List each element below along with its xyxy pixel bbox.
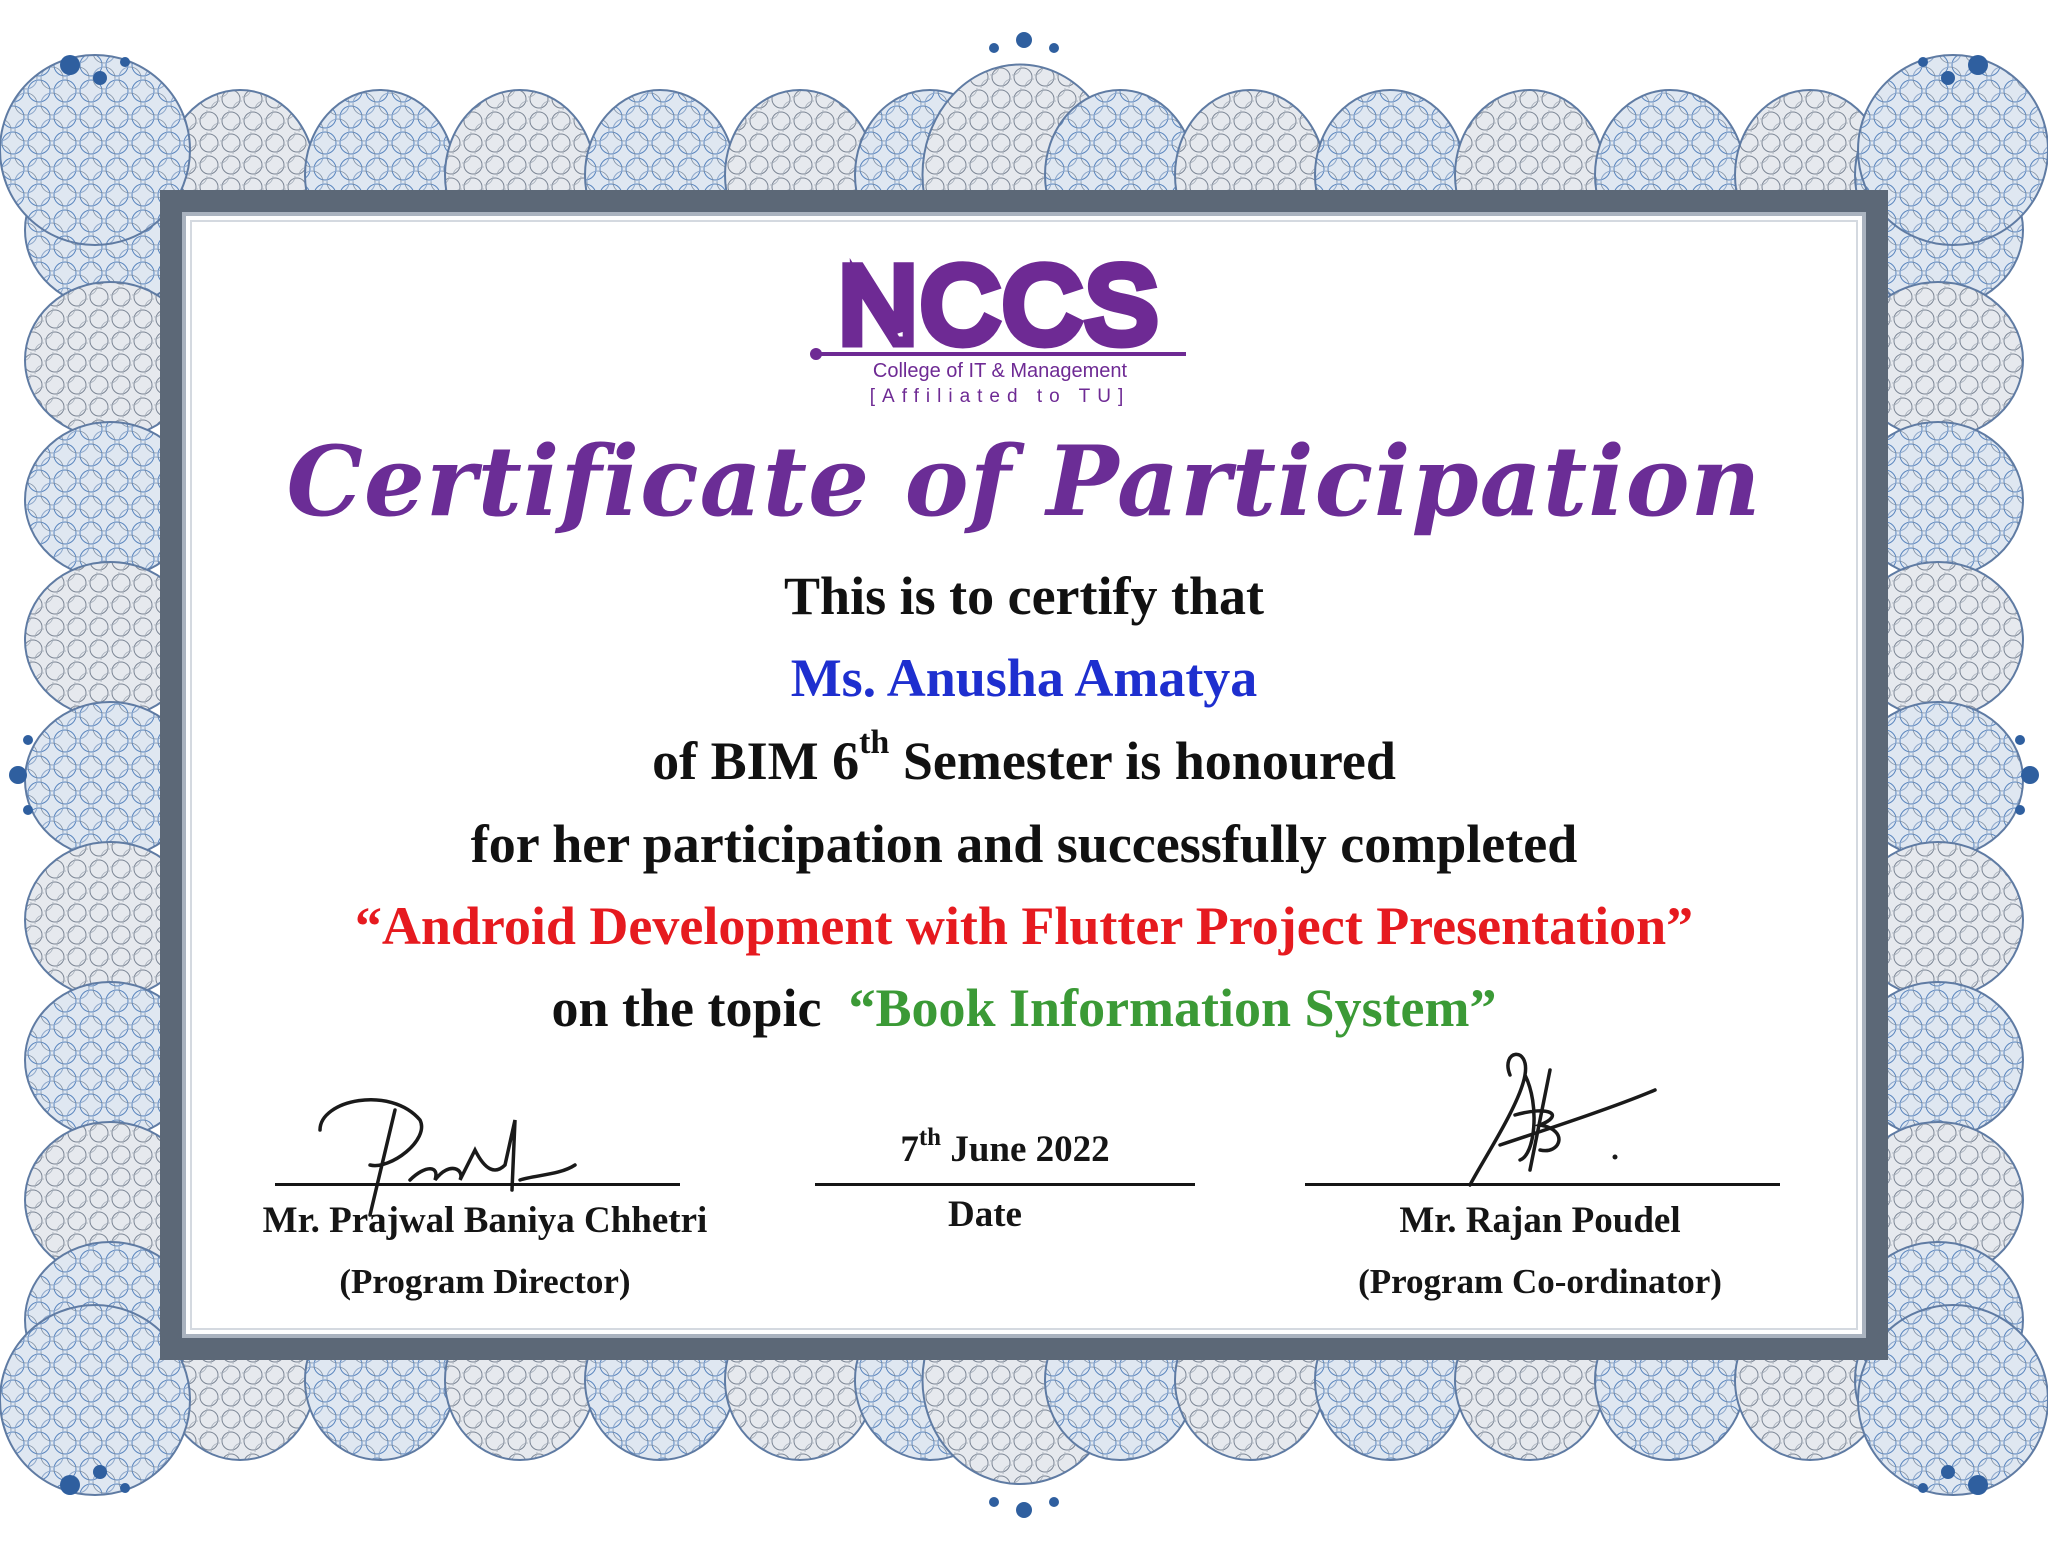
ornament-dot: [1941, 71, 1955, 85]
signatory-right-name: Mr. Rajan Poudel: [1399, 1200, 1681, 1241]
semester-honoured: Semester is honoured: [889, 731, 1396, 791]
ornament-dot: [1918, 1483, 1928, 1493]
ornament-dot: [989, 1497, 999, 1507]
recipient-name: Ms. Anusha Amatya: [790, 648, 1258, 708]
date-value: [815, 1124, 1195, 1171]
ornament-dot: [120, 1483, 130, 1493]
ornament-dot: [1968, 1475, 1988, 1495]
logo-wordmark: NCCS: [838, 250, 1162, 360]
ornament-dot: [93, 71, 107, 85]
certificate-title: Certificate of Participation: [286, 425, 1762, 538]
ornament-dot: [93, 1465, 107, 1479]
certify-line: This is to certify that: [784, 566, 1264, 626]
date-ordinal: th: [918, 1124, 942, 1151]
logo-affiliation: [Affiliated to TU]: [869, 386, 1131, 407]
ornament-dot: [989, 43, 999, 53]
date-label: Date: [948, 1194, 1022, 1235]
signature-right: [1440, 1045, 1680, 1195]
ornament-dot: [60, 1475, 80, 1495]
nccs-logo: [0, 250, 2048, 410]
topic-name: “Book Information System”: [848, 978, 1497, 1038]
ornament-dot: [1016, 32, 1032, 48]
signature-left-text: Prajwal: [300, 1080, 304, 1081]
logo-subtitle: College of IT & Management: [872, 360, 1128, 382]
signatory-right-role: (Program Co-ordinator): [1358, 1262, 1722, 1301]
semester-ordinal: th: [859, 724, 890, 761]
ornament-dot: [1016, 1502, 1032, 1518]
signatory-left-name: Mr. Prajwal Baniya Chhetri: [262, 1200, 708, 1241]
ornament-dot: [1968, 55, 1988, 75]
signature-line-right: [1305, 1183, 1780, 1186]
signatory-right: [1290, 1199, 1790, 1302]
signature-line-left: [275, 1183, 680, 1186]
signatory-left: [200, 1199, 770, 1302]
date-label-block: [815, 1193, 1155, 1236]
ornament-dot: [1941, 1465, 1955, 1479]
topic-line: [0, 977, 2048, 1039]
nccs-logo-mark: [810, 250, 1190, 360]
topic-prefix: on the topic: [551, 978, 849, 1038]
signatory-left-role: (Program Director): [339, 1262, 631, 1301]
ornament-dot: [1049, 43, 1059, 53]
ornament-dot: [60, 55, 80, 75]
ornament-dot: [120, 57, 130, 67]
participation-line: for her participation and successfully completed: [470, 814, 1578, 874]
date-month-year: June 2022: [941, 1129, 1110, 1170]
ornament-dot: [1049, 1497, 1059, 1507]
semester-text: of BIM 6: [652, 731, 860, 791]
date-day: 7: [900, 1129, 919, 1170]
event-title: “Android Development with Flutter Project Presentation”: [354, 896, 1694, 956]
date-block: [815, 1124, 1195, 1171]
ornament-dot: [1918, 57, 1928, 67]
signature-line-date: [815, 1183, 1195, 1186]
semester-line: [0, 724, 2048, 792]
